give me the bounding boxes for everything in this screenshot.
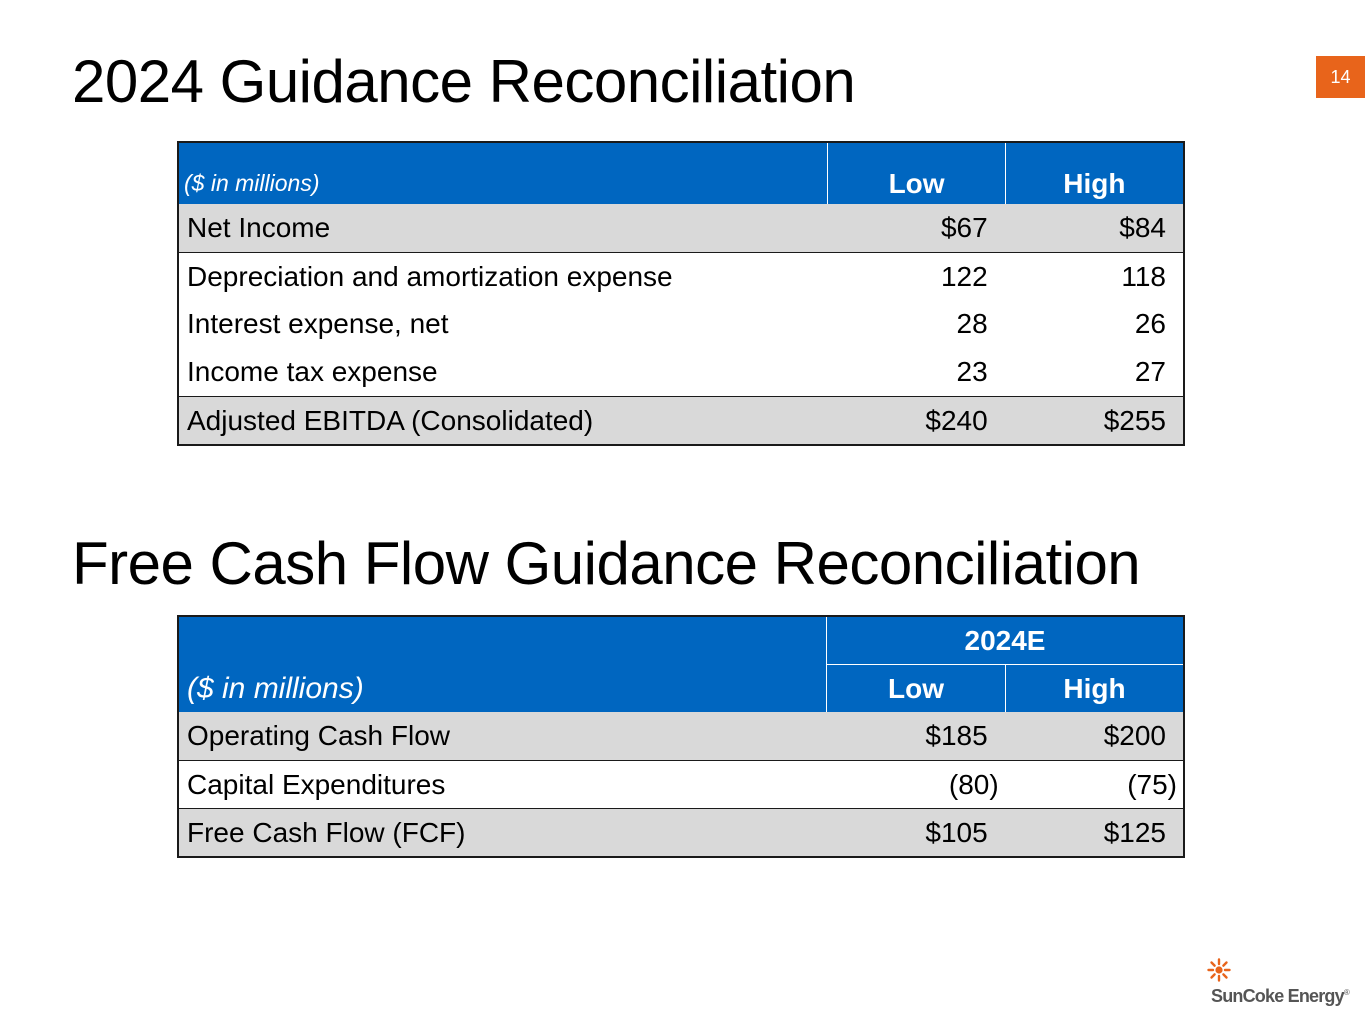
header-group — [826, 617, 1183, 712]
row-label: Operating Cash Flow — [187, 720, 451, 751]
table-row — [179, 348, 1183, 396]
row-label: Net Income — [187, 212, 331, 243]
fcf-reconciliation-table — [177, 615, 1185, 858]
low-value: 23 — [956, 356, 988, 387]
table-header-row — [179, 617, 1183, 712]
column-header-high: High — [1005, 665, 1183, 712]
high-value: 118 — [1121, 260, 1166, 292]
row-label: Free Cash Flow (FCF) — [187, 816, 466, 848]
high-value: (75) — [1127, 768, 1177, 800]
table-row — [179, 252, 1183, 300]
units-label: ($ in millions) — [187, 672, 364, 705]
table-row-total — [179, 396, 1183, 444]
section-title: Free Cash Flow Guidance Reconciliation — [72, 530, 1141, 597]
row-label: Interest expense, net — [187, 308, 449, 339]
row-label: Adjusted EBITDA (Consolidated) — [187, 404, 594, 436]
sun-icon — [1207, 958, 1231, 982]
row-label: Income tax expense — [187, 356, 438, 387]
low-value: $105 — [925, 816, 988, 848]
row-label: Depreciation and amortization expense — [187, 260, 673, 292]
column-header-low: Low — [827, 143, 1004, 204]
high-value: 27 — [1134, 356, 1166, 387]
high-value: 26 — [1134, 308, 1166, 339]
company-logo — [1205, 958, 1349, 1010]
high-value: $200 — [1103, 720, 1166, 751]
high-value: $84 — [1119, 212, 1166, 243]
table-row — [179, 204, 1183, 252]
page-title: 2024 Guidance Reconciliation — [72, 48, 856, 115]
table-row — [179, 712, 1183, 760]
guidance-reconciliation-table — [177, 141, 1185, 446]
column-group-header: 2024E — [827, 617, 1183, 665]
table-row — [179, 760, 1183, 808]
high-value: $255 — [1103, 404, 1166, 436]
row-label: Capital Expenditures — [187, 768, 446, 800]
low-value: $67 — [940, 212, 988, 243]
column-header-low: Low — [888, 672, 944, 704]
page-number-badge: 14 — [1316, 56, 1365, 98]
low-value: 28 — [956, 308, 988, 339]
table-row — [179, 300, 1183, 348]
table-row-total — [179, 808, 1183, 856]
units-label: ($ in millions) — [184, 170, 320, 196]
sub-header-row — [827, 665, 1183, 712]
column-header-high: High — [1005, 143, 1183, 204]
low-value: (80) — [948, 768, 999, 800]
low-value: $240 — [925, 404, 988, 436]
low-value: 122 — [940, 260, 988, 292]
low-value: $185 — [925, 720, 988, 751]
high-value: $125 — [1103, 816, 1166, 848]
logo-wordmark: SunCoke Energy® — [1211, 986, 1349, 1006]
table-header-row — [179, 143, 1183, 204]
